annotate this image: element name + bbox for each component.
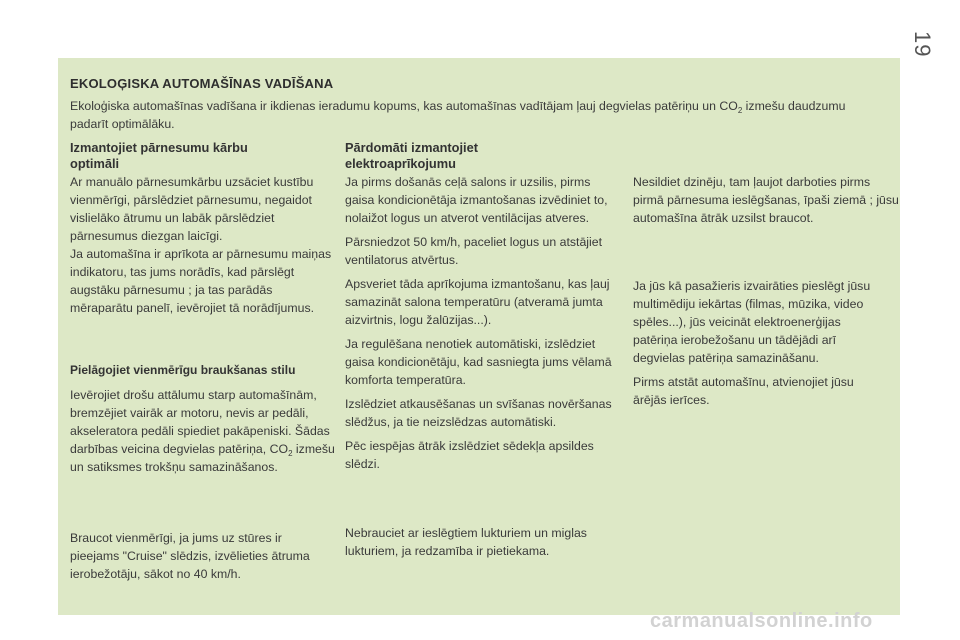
col1-para3-subscript: 2: [288, 449, 293, 458]
col2-para: Ja regulēšana nenotiek automātiski, izslēdziet gaisa kondicionētāju, kad sasniegta jums vēlamā komforta temperatūra.: [345, 337, 612, 387]
col2-para-last: Nebrauciet ar ieslēgtiem lukturiem un miglas lukturiem, ja redzamība ir pietiekama.: [345, 526, 587, 558]
intro-text-after: izmešu daudzumu padarīt optimālāku.: [70, 99, 846, 131]
page-number: 19: [910, 31, 935, 58]
intro-subscript: 2: [737, 106, 743, 115]
col2-heading: Pārdomāti izmantojiet elektroaprīkojumu: [345, 140, 478, 171]
col2-para: Ja pirms došanās ceļā salons ir uzsilis, pirms gaisa kondicionētāja izmantošanas izvēdiniet to, nolaižot logus un atverot ventilācijas atveres.: [345, 175, 608, 225]
col3-para1: Nesildiet dzinēju, tam ļaujot darboties pirms pirmā pārnesuma ieslēgšanas, īpaši ziemā ; jūsu automašīna ātrāk uzsilst braucot.: [633, 175, 899, 225]
col3-para2: Ja jūs kā pasažieris izvairāties pieslēgt jūsu multimēdiju iekārtas (filmas, mūzika, video spēles...), jūs veicināt elektroenerģijas patēriņa ierobežošanu un tādējādi arī degvielas patēriņa samazināšanu.: [633, 279, 871, 365]
watermark: carmanualsonline.info: [650, 610, 873, 632]
col1-heading: Izmantojiet pārnesumu kārbu optimāli: [70, 140, 248, 171]
section-title: EKOLOĢISKA AUTOMAŠĪNAS VADĪŠANA: [70, 76, 334, 91]
intro-paragraph: [70, 98, 870, 133]
col2-para: Pēc iespējas ātrāk izslēdziet sēdekļa apsildes slēdzi.: [345, 439, 594, 471]
col3-para3: Pirms atstāt automašīnu, atvienojiet jūsu ārējās ierīces.: [633, 375, 854, 407]
col1-para3-after: izmešu un satiksmes trokšņu samazināšanos.: [70, 442, 335, 474]
col1-para1: Ar manuālo pārnesumkārbu uzsāciet kustību vienmērīgi, pārslēdziet pārnesumu, negaidot vislielāko ātrumu un labāk pārslēdziet pārnesumus diezgan laicīgi.: [70, 175, 314, 243]
col1-heading2: Pielāgojiet vienmērīgu braukšanas stilu: [70, 363, 296, 377]
col3-body: [633, 277, 883, 415]
col2-para: Izslēdziet atkausēšanas un svīšanas novēršanas slēdžus, ja tie neizslēdzas automātiski.: [345, 397, 612, 429]
col2-para: Apsveriet tāda aprīkojuma izmantošanu, kas ļauj samazināt salona temperatūru (atveramā jumta aizvirtnis, logu žalūzijas...).: [345, 277, 610, 327]
col2-para: Pārsniedzot 50 km/h, paceliet logus un atstājiet ventilatorus atvērtus.: [345, 235, 603, 267]
intro-text-before: Ekoloģiska automašīnas vadīšana ir ikdienas ieradumu kopums, kas automašīnas vadītājam ļauj degvielas patēriņu un CO: [70, 99, 738, 113]
col1-body: [70, 173, 335, 323]
col1-para4: Braucot vienmērīgi, ja jums uz stūres ir pieejams "Cruise" slēdzis, izvēlieties ātruma ierobežotāju, sākot no 40 km/h.: [70, 531, 310, 581]
col1-para3-before: Ievērojiet drošu attālumu starp automašīnām, bremzējiet vairāk ar motoru, nevis ar pedāli, akseleratora pedāli spiediet pakāpeniski. Šādas darbības veicina degvielas patēriņa, CO: [70, 388, 330, 456]
col1-para3: [70, 386, 335, 476]
col2-body: [345, 173, 617, 479]
col1-para2: Ja automašīna ir aprīkota ar pārnesumu maiņas indikatoru, tas jums norādīs, kad pārslēgt augstāku pārnesumu ; ja tas parādās mēraparātu panelī, ievērojiet tā norādījumus.: [70, 247, 332, 315]
